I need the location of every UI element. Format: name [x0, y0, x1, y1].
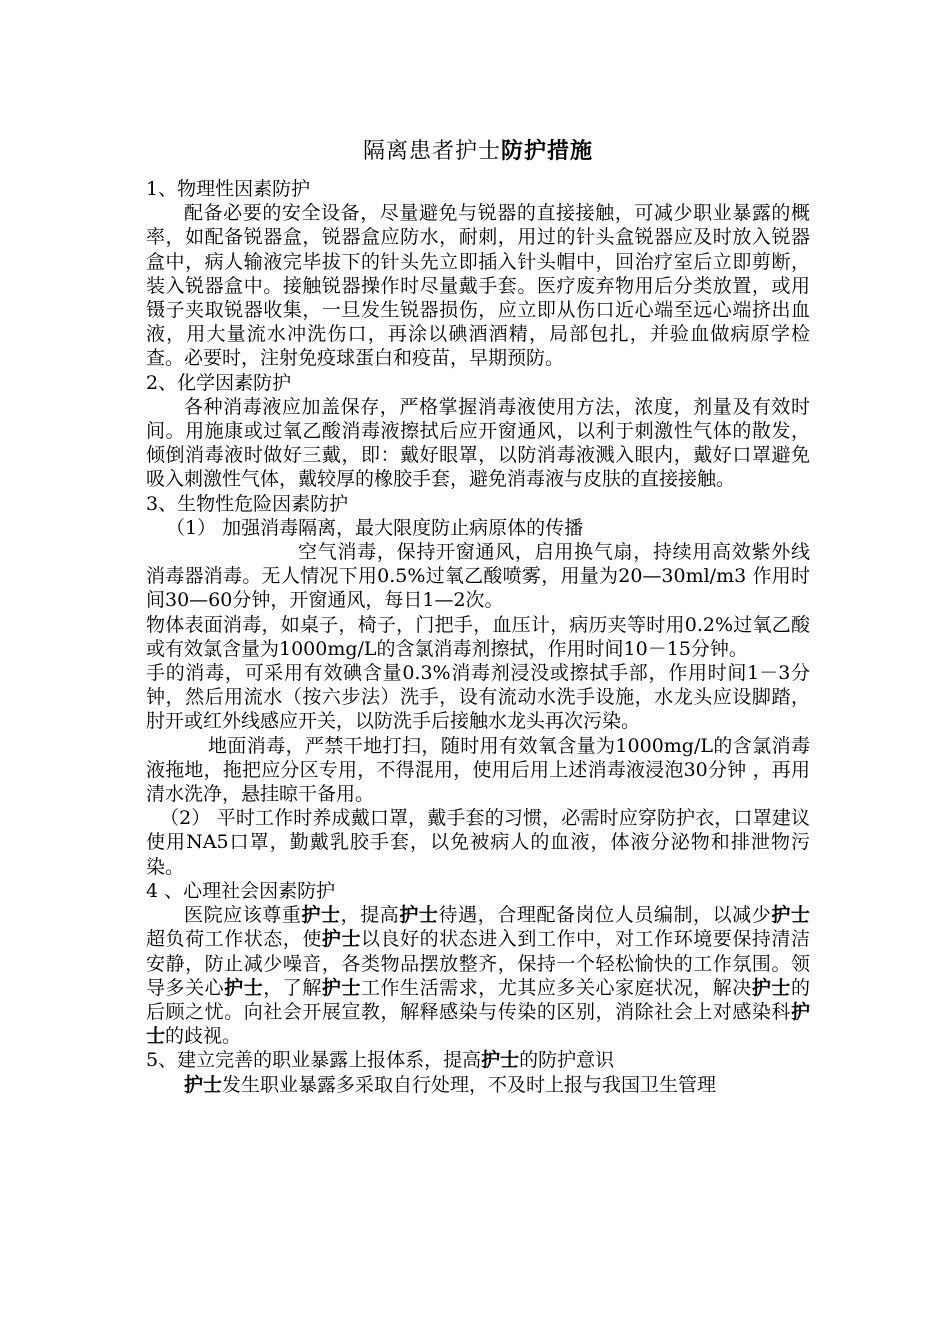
section-1-heading: 1、物理性因素防护 [146, 178, 311, 200]
section-3-sub-2: （2） 平时工作时养成戴口罩，戴手套的习惯，必需时应穿防护衣，口罩建议使用NA5口罩，勤戴乳胶手套，以免被病人的血液，体液分泌物和排泄物污染。 [146, 807, 810, 878]
s4-keyword: 护士 [224, 976, 264, 999]
document-body [146, 136, 810, 1097]
section-3-air-disinfection: 空气消毒，保持开窗通风，启用换气扇，持续用高效紫外线消毒器消毒。无人情况下用0.5%过氧乙酸喷雾，用量为20—30ml/m3 作用时间30—60分钟，开窗通风，每日1—2次。 [146, 541, 810, 612]
title-plain: 隔离患者护士 [362, 139, 501, 164]
section-5-paragraph [146, 1073, 810, 1097]
section-4-heading: 4 、心理社会因素防护 [146, 879, 336, 902]
s4-keyword: 护士 [321, 976, 361, 999]
section-3-surface-disinfection: 物体表面消毒，如桌子，椅子，门把手，血压计，病历夹等时用0.2%过氧乙酸或有效氯含量为1000mg/L的含氯消毒剂擦拭，作用时间10－15分钟。 [146, 613, 810, 660]
s4-text: ，了解 [263, 976, 322, 999]
s4-keyword: 护士 [301, 904, 341, 927]
s5-heading-keyword: 护士 [481, 1049, 520, 1072]
s4-keyword: 护士 [321, 928, 361, 951]
section-2-heading: 2、化学因素防护 [146, 371, 292, 394]
s4-keyword: 护士 [771, 904, 810, 927]
s5-heading-text: 5、建立完善的职业暴露上报体系，提高 [146, 1049, 482, 1072]
s4-keyword: 护士 [751, 976, 791, 999]
s4-keyword: 护士 [146, 1000, 810, 1048]
section-4-paragraph [146, 903, 810, 1048]
s4-keyword: 护士 [399, 904, 439, 927]
s4-text: 的歧视。 [165, 1025, 242, 1048]
title-bold: 防护措施 [501, 138, 594, 164]
s4-text: 的后顾之忧。向社会开展宣教，解释感染与传染的区别，消除社会上对感染科 [146, 976, 810, 1023]
section-3-floor-disinfection: 地面消毒，严禁干地打扫，随时用有效氧含量为1000mg/L的含氯消毒液拖地，拖把应分区专用，不得混用，使用后用上述消毒液浸泡30分钟 ，再用清水洗净，悬挂晾干备用。 [146, 734, 810, 806]
section-3-hand-disinfection: 手的消毒，可采用有效碘含量0.3%消毒剂浸没或擦拭手部，作用时间1－3分钟，然后用流水（按六步法）洗手，设有流动水洗手设施，水龙头应设脚踏，肘开或红外线感应开关，以防洗手后接触水龙头再次污染。 [146, 662, 810, 733]
s5-text: 发生职业暴露多采取自行处理，不及时上报与我国卫生管理 [222, 1073, 717, 1096]
s4-text: 待遇，合理配备岗位人员编制，以减少 [438, 904, 772, 927]
s5-keyword: 护士 [184, 1073, 223, 1096]
s4-text: 超负荷工作状态，使 [146, 928, 322, 951]
s4-text: 以良好的状态进入到工作中，对工作环境要保持清洁安静，防止减少噪音，各类物品摆放整齐，保持一个轻松愉快的工作氛围。领导多关心 [146, 928, 810, 999]
s5-heading-text: 的防护意识 [519, 1049, 615, 1072]
section-2-paragraph: 各种消毒液应加盖保存，严格掌握消毒液使用方法，浓度，剂量及有效时间。用施康或过氧乙酸消毒液擦拭后应开窗通风，以利于刺激性气体的散发，倾倒消毒液时做好三戴，即：戴好眼罩，以防消毒液溅入眼内，戴好口罩避免吸入刺激性气体，戴较厚的橡胶手套，避免消毒液与皮肤的直接接触。 [146, 395, 810, 491]
section-1-paragraph: 配备必要的安全设备，尽量避免与锐器的直接接触，可减少职业暴露的概率，如配备锐器盒，锐器盒应防水，耐刺，用过的针头盒锐器应及时放入锐器盒中，病人输液完毕拔下的针头先立即插入针头帽中，回治疗室后立即剪断，装入锐器盒中。接触锐器操作时尽量戴手套。医疗废弃物用后分类放置，或用镊子夹取锐器收集，一旦发生锐器损伤，应立即从伤口近心端至远心端挤出血液，用大量流水冲洗伤口，再涂以碘酒酒精，局部包扎，并验血做病原学检查。必要时，注射免疫球蛋白和疫苗，早期预防。 [146, 202, 810, 370]
section-3-heading: 3、生物性危险因素防护 [146, 492, 349, 515]
document-title [146, 136, 810, 167]
s4-text: 医院应该尊重 [184, 904, 302, 927]
section-3-sub-1: （1） 加强消毒隔离，最大限度防止病原体的传播 [166, 516, 584, 539]
s4-text: 工作生活需求，尤其应多关心家庭状况，解决 [361, 976, 752, 999]
s4-text: ，提高 [340, 904, 400, 927]
section-5-heading [146, 1048, 810, 1072]
